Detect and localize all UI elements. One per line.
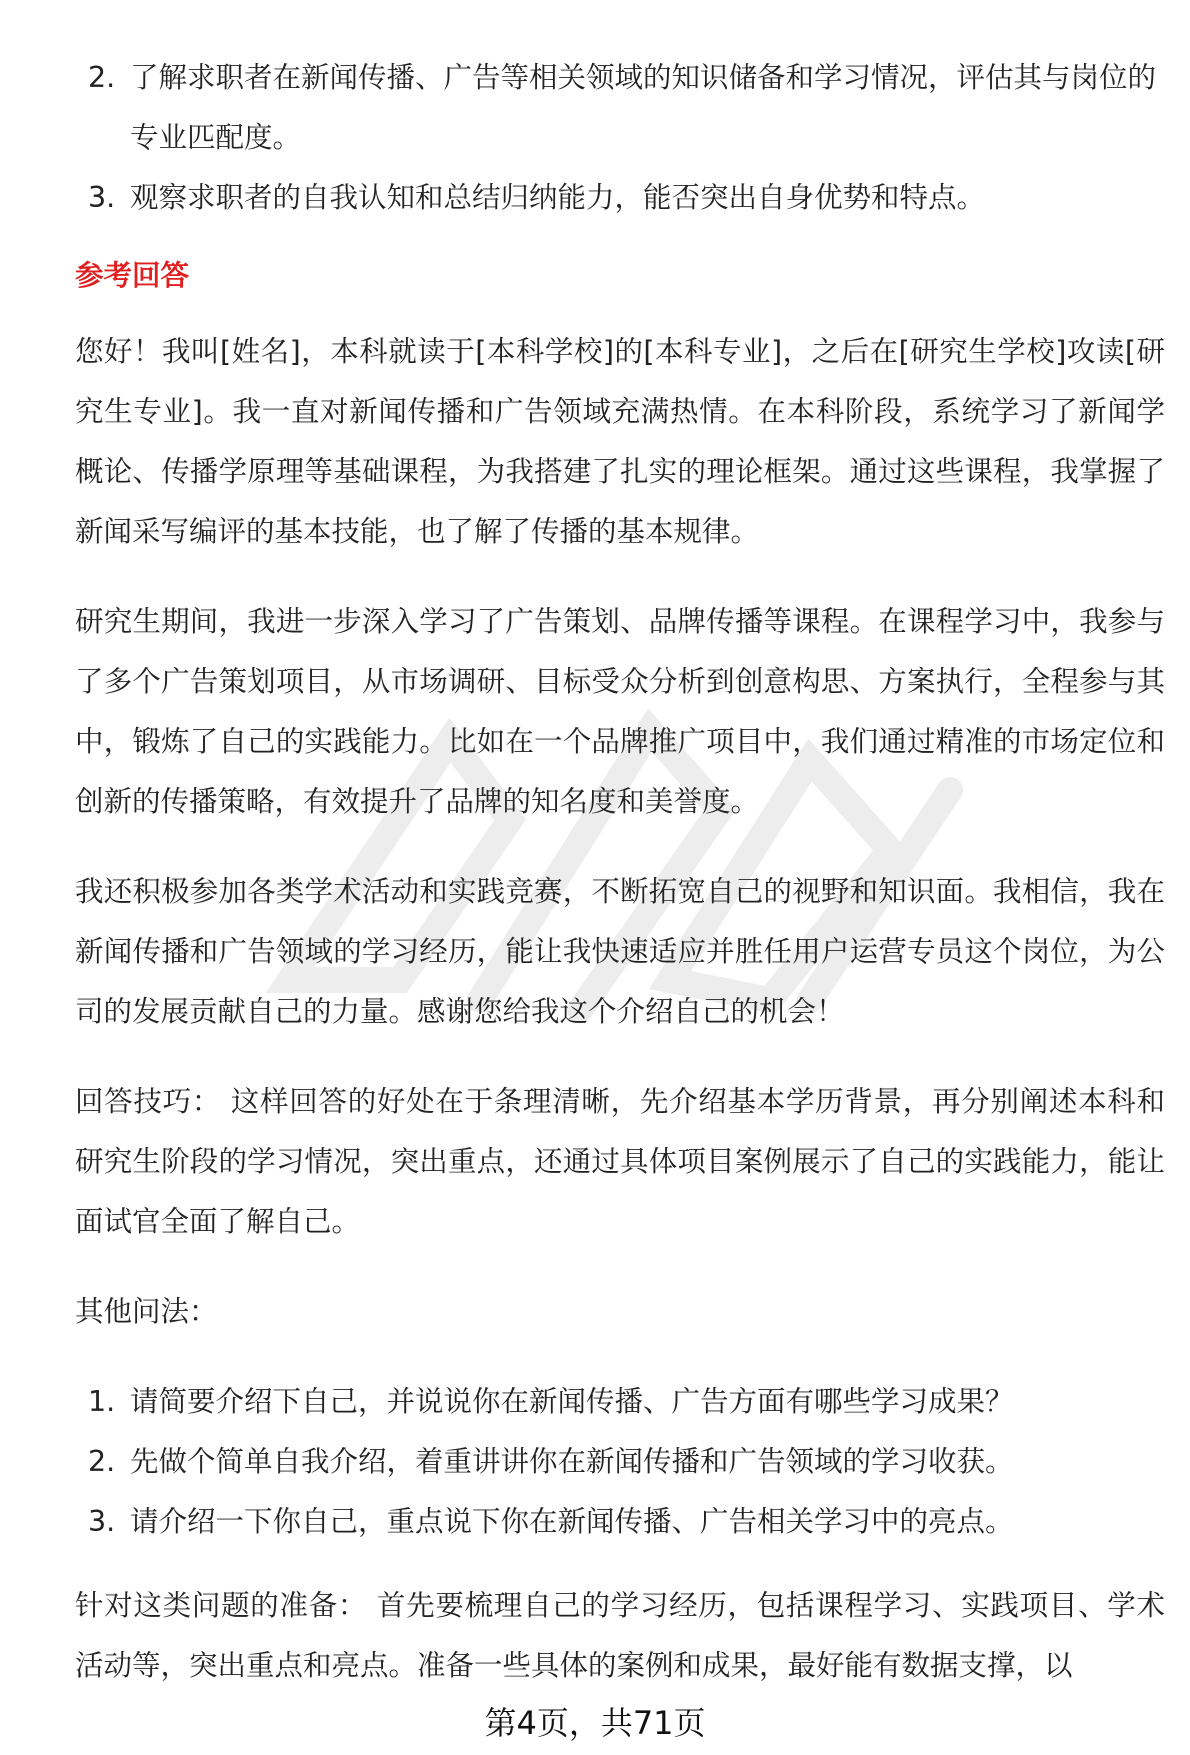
answer-paragraph-1: 您好！我叫[姓名]，本科就读于[本科学校]的[本科专业]，之后在[研究生学校]攻读[研究生专业]。我一直对新闻传播和广告领域充满热情。在本科阶段，系统学习了新闻学概论、传播学原理等基础课程，为我搭建了扎实的理论框架。通过这些课程，我掌握了新闻采写编评的基本技能，也了解了传播的基本规律。 — [75, 335, 1165, 548]
document-body — [75, 48, 1165, 1726]
evaluation-points-list — [75, 48, 1165, 228]
list-item-text: 了解求职者在新闻传播、广告等相关领域的知识储备和学习情况，评估其与岗位的专业匹配度。 — [130, 61, 1157, 154]
answer-paragraph-3: 我还积极参加各类学术活动和实践竞赛，不断拓宽自己的视野和知识面。我相信，我在新闻传播和广告领域的学习经历，能让我快速适应并胜任用户运营专员这个岗位，为公司的发展贡献自己的力量。感谢您给我这个介绍自己的机会！ — [75, 875, 1165, 1028]
list-item-number: 2. — [88, 1445, 116, 1478]
list-item-text: 请简要介绍下自己，并说说你在新闻传播、广告方面有哪些学习成果？ — [130, 1385, 1014, 1418]
answer-tips-paragraph: 回答技巧： 这样回答的好处在于条理清晰，先介绍基本学历背景，再分别阐述本科和研究生阶段的学习情况，突出重点，还通过具体项目案例展示了自己的实践能力，能让面试官全面了解自己。 — [75, 1085, 1165, 1238]
list-item-number: 1. — [88, 1385, 116, 1418]
other-questions-list — [75, 1372, 1165, 1552]
preparation-paragraph: 针对这类问题的准备： 首先要梳理自己的学习经历，包括课程学习、实践项目、学术活动等，突出重点和亮点。准备一些具体的案例和成果，最好能有数据支撑，以 — [75, 1589, 1165, 1682]
list-item — [75, 168, 1165, 228]
list-item-number: 3. — [88, 1505, 116, 1538]
list-item — [75, 1492, 1165, 1552]
list-item — [75, 1432, 1165, 1492]
other-questions-label: 其他问法： — [75, 1295, 218, 1328]
list-item-number: 3. — [88, 181, 116, 214]
list-item-text: 观察求职者的自我认知和总结归纳能力，能否突出自身优势和特点。 — [130, 181, 986, 214]
list-item-text: 请介绍一下你自己，重点说下你在新闻传播、广告相关学习中的亮点。 — [130, 1505, 1014, 1538]
list-item-text: 先做个简单自我介绍，着重讲讲你在新闻传播和广告领域的学习收获。 — [130, 1445, 1014, 1478]
list-item — [75, 1372, 1165, 1432]
section-heading: 参考回答 — [75, 259, 190, 292]
page-number-footer: 第4页，共71页 — [484, 1704, 706, 1742]
answer-paragraph-2: 研究生期间，我进一步深入学习了广告策划、品牌传播等课程。在课程学习中，我参与了多个广告策划项目，从市场调研、目标受众分析到创意构思、方案执行，全程参与其中，锻炼了自己的实践能力。比如在一个品牌推广项目中，我们通过精准的市场定位和创新的传播策略，有效提升了品牌的知名度和美誉度。 — [75, 605, 1165, 818]
list-item — [75, 48, 1165, 168]
list-item-number: 2. — [88, 61, 116, 94]
